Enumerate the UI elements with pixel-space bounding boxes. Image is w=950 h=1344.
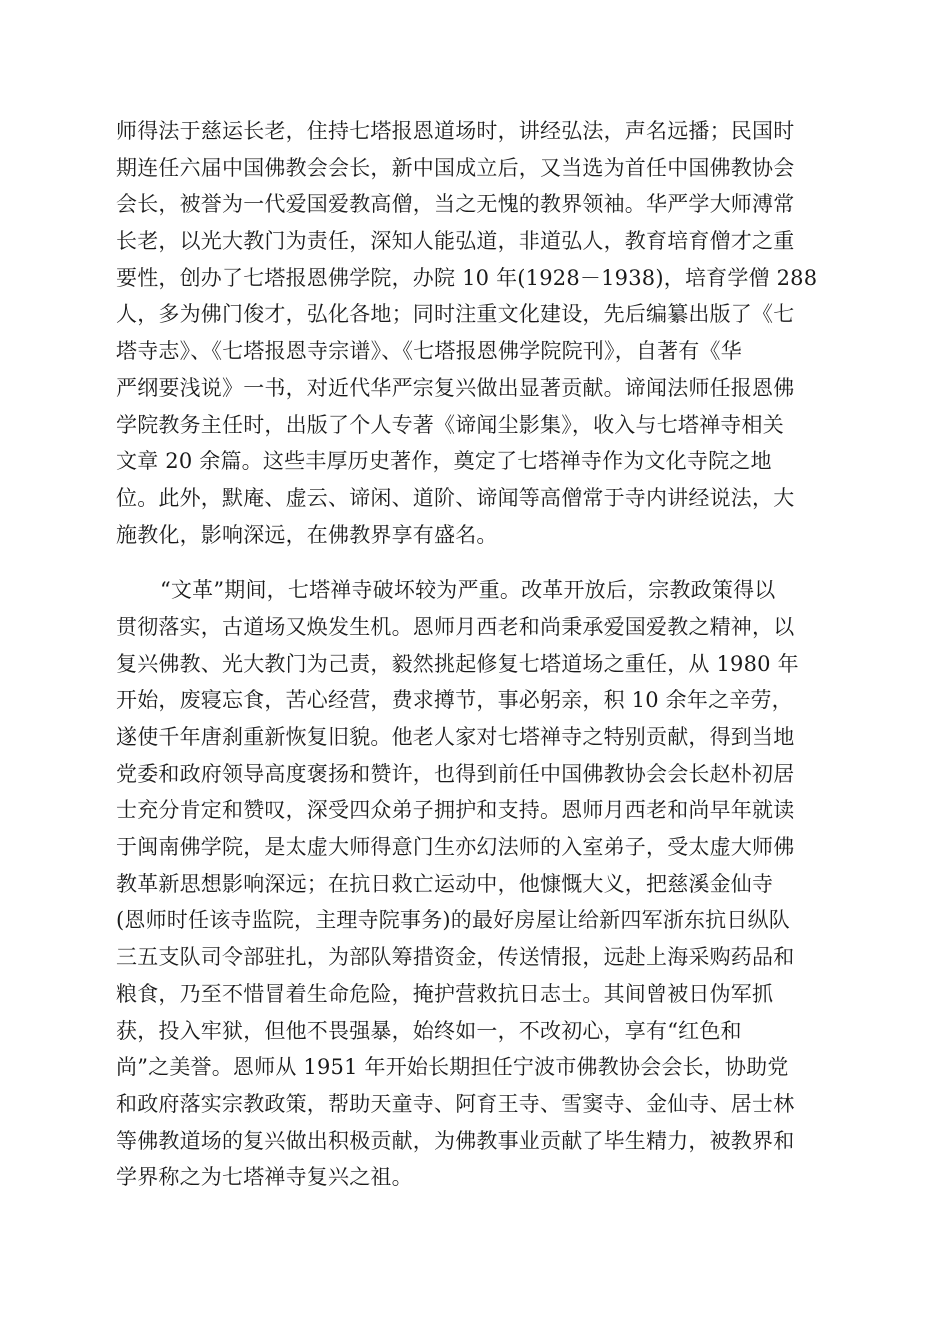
text-line: 三五支队司令部驻扎，为部队筹措资金，传送情报，远赴上海采购药品和 <box>116 945 795 970</box>
text-line: 教革新思想影响深远；在抗日救亡运动中，他慷慨大义，把慈溪金仙寺 <box>116 871 774 896</box>
text-line: 文章 20 余篇。这些丰厚历史著作，奠定了七塔禅寺作为文化寺院之地 <box>116 449 772 474</box>
text-line: 师得法于慈运长老，住持七塔报恩道场时，讲经弘法，声名远播；民国时 <box>116 119 795 143</box>
text-line: 于闽南佛学院，是太虚大师得意门生亦幻法师的入室弟子，受太虚大师佛 <box>116 835 795 860</box>
text-line: 开始，废寝忘食，苦心经营，费求撙节，事必躬亲，积 10 余年之辛劳， <box>116 688 793 713</box>
text-line: 获，投入牢狱，但他不畏强暴，始终如一，不改初心，享有“红色和 <box>116 1018 742 1043</box>
text-line: 遂使千年唐刹重新恢复旧貌。他老人家对七塔禅寺之特别贡献，得到当地 <box>116 725 795 749</box>
text-line: 和政府落实宗教政策，帮助天童寺、阿育王寺、雪窦寺、金仙寺、居士林 <box>116 1091 795 1116</box>
text-line: 期连任六届中国佛教会会长，新中国成立后，又当选为首任中国佛教协会 <box>116 155 795 180</box>
text-line: 党委和政府领导高度褒扬和赞许，也得到前任中国佛教协会会长赵朴初居 <box>116 761 795 786</box>
text-line: 复兴佛教、光大教门为己责，毅然挑起修复七塔道场之重任，从 1980 年 <box>116 651 799 676</box>
paragraph-1 <box>116 113 836 553</box>
text-line: 贯彻落实，古道场又焕发生机。恩师月西老和尚秉承爱国爱教之精神，以 <box>116 614 795 639</box>
text-line: 学院教务主任时，出版了个人专著《谛闻尘影集》，收入与七塔禅寺相关 <box>116 412 784 437</box>
text-line: 等佛教道场的复兴做出积极贡献，为佛教事业贡献了毕生精力，被教界和 <box>116 1128 795 1153</box>
text-line: 尚”之美誉。恩师从 1951 年开始长期担任宁波市佛教协会会长，协助党 <box>116 1055 789 1080</box>
text-line: “文革”期间，七塔禅寺破坏较为严重。改革开放后，宗教政策得以 <box>160 578 776 603</box>
text-line: 位。此外，默庵、虚云、谛闲、道阶、谛闻等高僧常于寺内讲经说法，大 <box>116 485 795 510</box>
text-line: (恩师时任该寺监院，主理寺院事务)的最好房屋让给新四军浙东抗日纵队 <box>116 908 790 933</box>
text-line: 施教化，影响深远，在佛教界享有盛名。 <box>116 522 498 547</box>
text-line: 严纲要浅说》一书，对近代华严宗复兴做出显著贡献。谛闻法师任报恩佛 <box>116 375 795 400</box>
text-line: 学界称之为七塔禅寺复兴之祖。 <box>116 1165 413 1190</box>
text-line: 人，多为佛门俊才，弘化各地；同时注重文化建设，先后编纂出版了《七 <box>116 302 795 327</box>
text-line: 粮食，乃至不惜冒着生命危险，掩护营救抗日志士。其间曾被日伪军抓 <box>116 981 774 1006</box>
text-line: 塔寺志》、《七塔报恩寺宗谱》、《七塔报恩佛学院院刊》，自著有《华 <box>116 339 742 364</box>
paragraph-2 <box>116 572 836 1196</box>
document-body <box>116 113 836 1196</box>
text-line: 士充分肯定和赞叹，深受四众弟子拥护和支持。恩师月西老和尚早年就读 <box>116 798 795 823</box>
text-line: 要性，创办了七塔报恩佛学院，办院 10 年(1928－1938)，培育学僧 288 <box>116 265 818 290</box>
text-line: 长老，以光大教门为责任，深知人能弘道，非道弘人，教育培育僧才之重 <box>116 229 795 254</box>
text-line: 会长，被誉为一代爱国爱教高僧，当之无愧的教界领袖。华严学大师溥常 <box>116 192 795 217</box>
